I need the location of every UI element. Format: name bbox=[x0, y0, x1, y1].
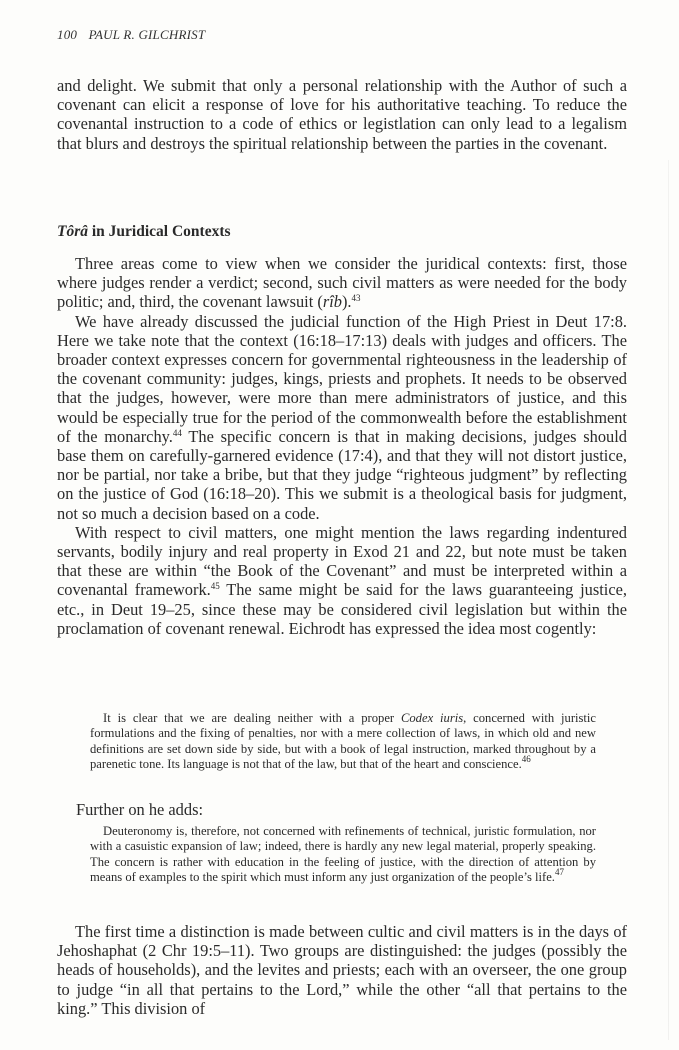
block-quote-eichrodt-2 bbox=[90, 824, 596, 886]
italic-term: Codex iuris bbox=[400, 711, 464, 725]
text-run: It is clear that we are dealing neither with a proper bbox=[103, 711, 401, 725]
page-number: 100 bbox=[57, 27, 78, 42]
text-run: ). bbox=[341, 292, 352, 312]
text-run: , concerned with juristic formulations and the fixing of penalties, nor with a mere collection of laws, in which old and new definitions are set down side by side, but with a book of legal instruction, marked throughout by a parenetic tone. Its language is not that of the law, but that of the heart and conscience. bbox=[90, 711, 597, 772]
text-run: The same might be said for the laws guaranteeing justice, etc., in Deut 19–25, since these may be considered civil legislation but within the proclamation of covenant renewal. Eichrodt has expressed the idea most cogently: bbox=[57, 580, 627, 638]
paragraph-civil bbox=[57, 523, 627, 638]
transition-line: Further on he adds: bbox=[76, 800, 204, 819]
section-body bbox=[57, 254, 627, 638]
italic-term: rîb bbox=[322, 292, 342, 312]
section-heading-text: in Juridical Contexts bbox=[88, 223, 231, 240]
footnote-ref: 47 bbox=[554, 867, 564, 878]
footnote-ref: 44 bbox=[172, 427, 182, 438]
paragraph-text: and delight. We submit that only a personal relationship with the Author of such a covenant can elicit a response of love for his authoritative teaching. To reduce the covenantal instruction to a code of ethics or legistlation can only lead to a legalism that blurs and destroys the spiritual relationship between the parties in the covenant. bbox=[57, 76, 627, 153]
quote-text bbox=[90, 711, 596, 773]
text-run: The specific concern is that in making decisions, judges should base them on carefully-garnered evidence (17:4), and that they will not distort justice, nor be partial, nor take a bribe, but that they judge “righteous judgment” by reflecting on the justice of God (16:18–20). This we submit is a theological basis for judgment, not so much a decision based on a code. bbox=[57, 426, 627, 523]
section-heading-italic: Tôrâ bbox=[57, 223, 88, 240]
text-run: Three areas come to view when we consider the juridical contexts: first, those where judges render a verdict; second, such civil matters as were needed for the body politic; and, third, the covenant lawsuit ( bbox=[57, 254, 627, 312]
paragraph-jehoshaphat bbox=[57, 922, 627, 1018]
page-edge-shadow bbox=[668, 160, 669, 1040]
author-name: PAUL R. GILCHRIST bbox=[88, 27, 206, 42]
paragraph-text: The first time a distinction is made between cultic and civil matters is in the days of Jehoshaphat (2 Chr 19:5–11). Two groups are distinguished: the judges (possibly the heads of households), and the levites and priests; each with an overseer, the one group to judge “in all that pertains to the Lord,” while the other “all that pertains to the king.” This division of bbox=[57, 922, 627, 1018]
footnote-ref: 46 bbox=[521, 754, 531, 765]
section-heading bbox=[57, 223, 231, 241]
text-run: Deuteronomy is, therefore, not concerned with refinements of technical, juristic formulation, nor with a casuistic expansion of law; indeed, there is hardly any new legal material, properly speaking. The concern is rather with education in the feeling of justice, with the direction of attention by means of examples to the spirit which must inform any just organization of the people’s life. bbox=[90, 824, 596, 885]
paragraph-judges bbox=[57, 312, 627, 523]
footnote-ref: 43 bbox=[351, 293, 361, 304]
running-head bbox=[57, 27, 205, 43]
text-run: With respect to civil matters, one might mention the laws regarding indentured servants, bodily injury and real property in Exod 21 and 22, but note must be taken that these are within “the Book of the Covenant” and must be interpreted within a covenantal framework. bbox=[57, 522, 627, 600]
paragraph-intro bbox=[57, 254, 627, 312]
text-run: We have already discussed the judicial function of the High Priest in Deut 17:8. Here we take note that the context (16:18–17:13) deals with judges and officers. The broader context expresses concern for governmental righteousness in the leadership of the covenant community: judges, kings, priests and prophets. It needs to be observed that the judges, however, were more than mere administrators of justice, and this would be especially true for the period of the commonwealth before the establishment of the monarchy. bbox=[57, 311, 627, 446]
paragraph-continuation bbox=[57, 76, 627, 153]
quote-text bbox=[90, 824, 596, 886]
footnote-ref: 45 bbox=[210, 581, 220, 592]
block-quote-eichrodt-1 bbox=[90, 711, 596, 773]
